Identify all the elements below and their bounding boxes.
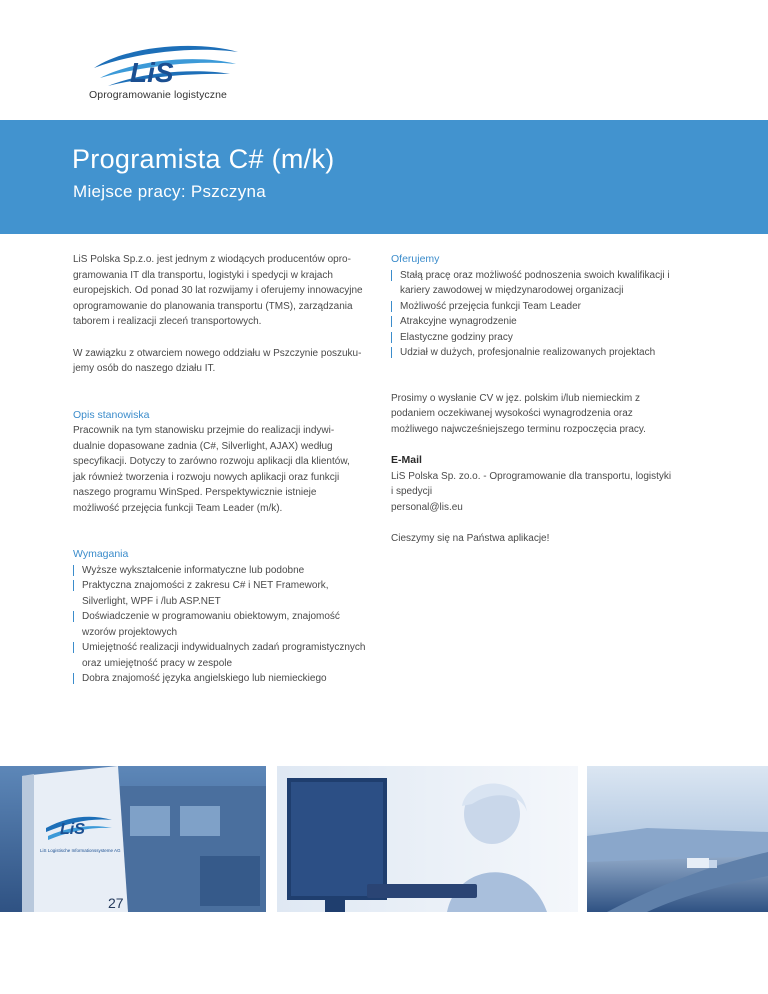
offer-title: Oferujemy <box>391 253 440 265</box>
svg-text:LiS Logistische Informationssy: LiS Logistische Informationssysteme AG <box>40 848 121 853</box>
job-description-text: Pracownik na tym stanowisku przejmie do realizacji indywi- dualnie dopasowane zadnia (C#, Silverlight, AJAX) według specyfikacji. Dotyczy to zarówno rozwoju aplikacji dla klientów, jak również tworzenia i rozwoju nowych aplikacji oraz funkcji naszego programu WinSped. Perspektywicznie istnieje możliwość przejęcia funkcji Team Leader (m/k). <box>73 425 350 514</box>
offer-item: Atrakcyjne wynagrodzenie <box>391 314 703 330</box>
logo-tagline: Oprogramowanie logistyczne <box>89 89 227 101</box>
road-truck-photo <box>587 766 768 912</box>
right-column <box>391 252 703 547</box>
office-worker-photo <box>277 766 578 912</box>
requirement-item: Praktyczna znajomości z zakresu C# i NET Framework, Silverlight, WPF i /lub ASP.NET <box>73 578 373 609</box>
requirement-item: Dobra znajomość języka angielskiego lub niemieckiego <box>73 671 373 687</box>
requirements-list <box>73 563 373 687</box>
closing-text: Cieszymy się na Państwa aplikacje! <box>391 533 550 544</box>
offer-item: Stałą pracę oraz możliwość podnoszenia swoich kwalifikacji i kariery zawodowej w międzynarodowej organizacji <box>391 268 703 299</box>
job-title: Programista C# (m/k) <box>72 144 335 174</box>
title-banner <box>0 120 768 234</box>
job-location: Miejsce pracy: Pszczyna <box>73 182 267 201</box>
contact-company: LiS Polska Sp. zo.o. - Oprogramowanie dla transportu, logistyki i spedycji <box>391 470 672 497</box>
offer-list <box>391 268 703 361</box>
contact-email-link[interactable]: personal@lis.eu <box>391 501 463 513</box>
svg-text:LiS: LiS <box>130 57 174 88</box>
offer-item: Możliwość przejęcia funkcji Team Leader <box>391 299 703 315</box>
intro-paragraph-2: W zawiązku z otwarciem nowego oddziału w Pszczynie poszuku- jemy osób do naszego działu IT. <box>73 347 362 374</box>
intro-paragraph-1: LiS Polska Sp.z.o. jest jednym z wiodących producentów opro- gramowania IT dla transportu, logistyki i spedycji w krajach europejskich. Od ponad 30 lat rozwijamy i oferujemy innowacyjne oprogramowanie do planowania transportu (TMS), zarządzania taborem i realizacji zleceń transportowych. <box>73 254 363 327</box>
offer-item: Elastyczne godziny pracy <box>391 330 703 346</box>
offer-item: Udział w dużych, profesjonalnie realizowanych projektach <box>391 345 703 361</box>
requirement-item: Doświadczenie w programowaniu obiektowym, znajomość wzorów projektowych <box>73 609 373 640</box>
left-column <box>73 252 373 687</box>
svg-text:27: 27 <box>108 895 124 911</box>
requirement-item: Wyższe wykształcenie informatyczne lub podobne <box>73 563 373 579</box>
job-description-title: Opis stanowiska <box>73 408 150 421</box>
apply-instructions: Prosimy o wysłanie CV w jęz. polskim i/lub niemieckim z podaniem oczekiwanej wysokości wynagrodzenia oraz możliwego najwcześniejszego terminu rozpoczęcia pracy. <box>391 392 646 435</box>
photo-strip <box>0 766 768 912</box>
requirement-item: Umiejętność realizacji indywidualnych zadań programistycznych oraz umiejętność pracy w zespole <box>73 640 373 671</box>
requirements-title: Wymagania <box>73 548 129 560</box>
email-title: E-Mail <box>391 454 422 466</box>
office-sign-photo <box>0 766 266 912</box>
svg-text:LiS: LiS <box>60 821 85 838</box>
